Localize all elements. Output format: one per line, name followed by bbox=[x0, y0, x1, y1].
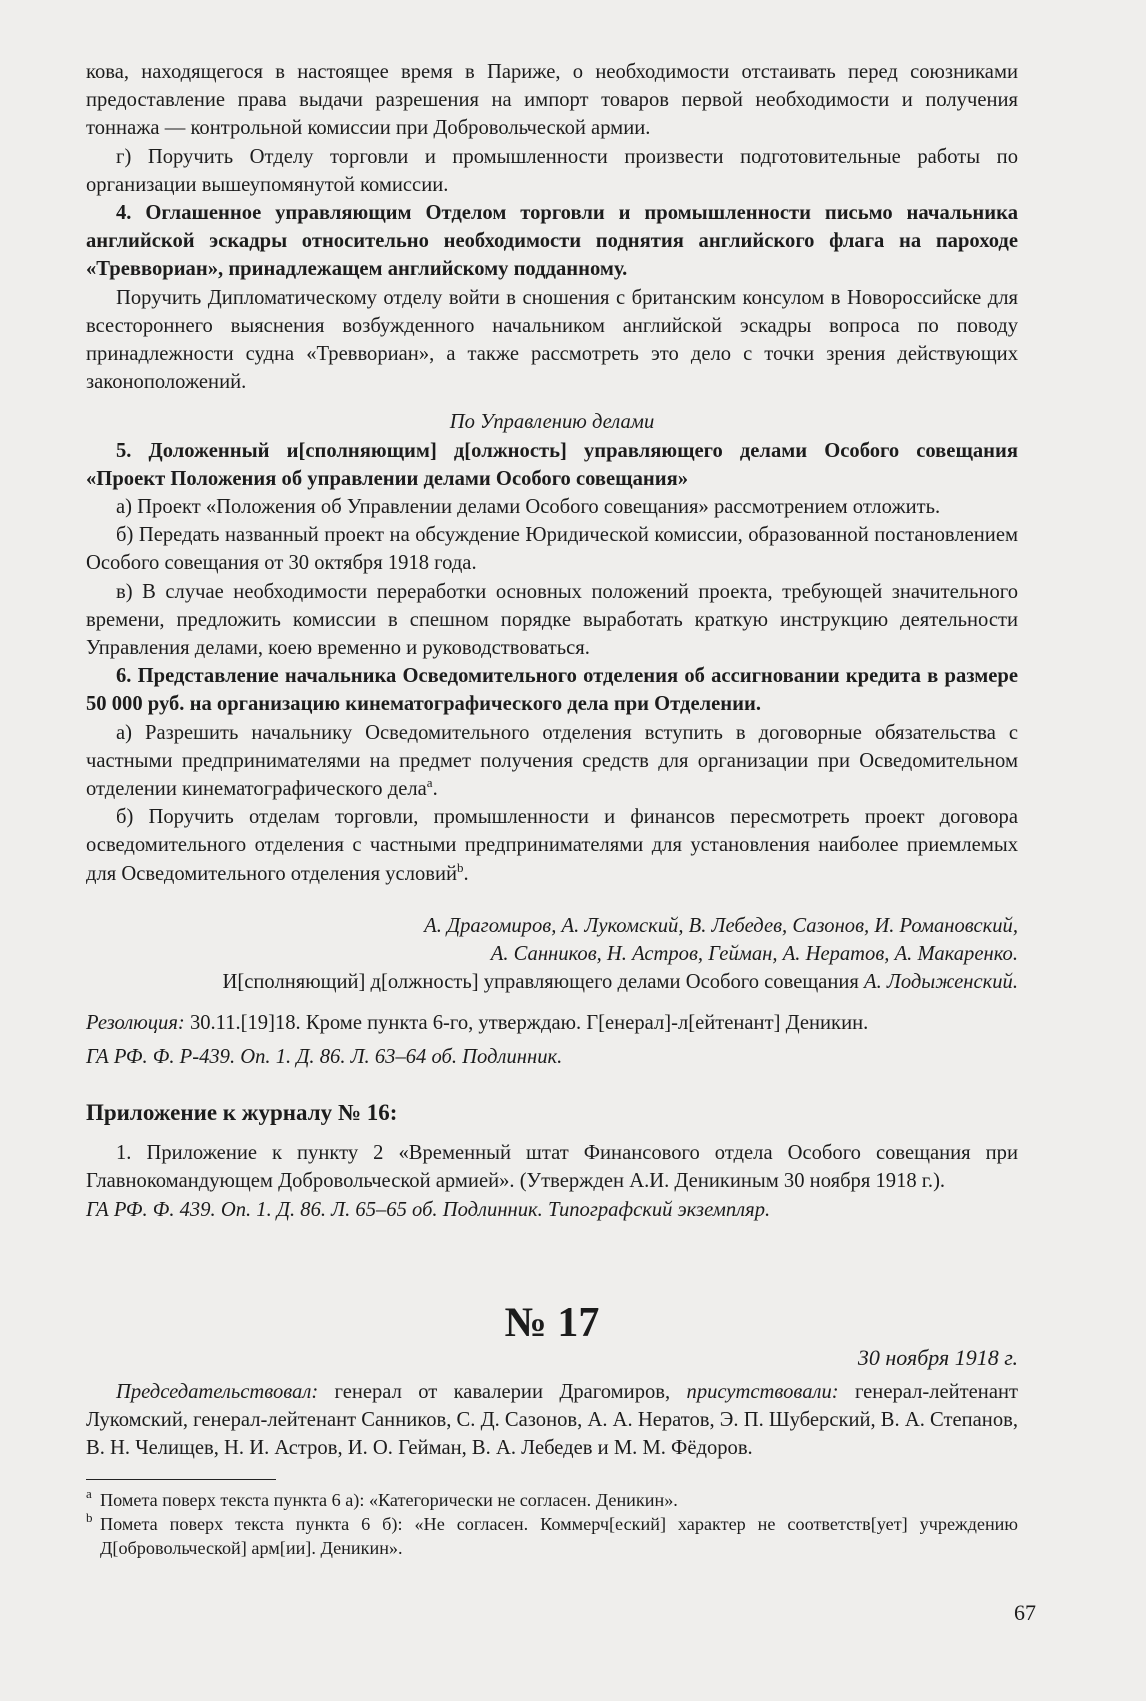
paragraph-g: г) Поручить Отделу торговли и промышленности произвести подготовительные работы по организации вышеупомянутой комиссии. bbox=[86, 145, 1018, 196]
resolution-label: Резолюция: bbox=[86, 1011, 185, 1034]
footnote-a-text: Помета поверх текста пункта 6 а): «Категорически не согласен. Деникин». bbox=[100, 1489, 678, 1510]
appendix-reference: ГА РФ. Ф. 439. Оп. 1. Д. 86. Л. 65–65 об. Подлинник. Типографский экземпляр. bbox=[86, 1198, 771, 1221]
resolution-text: 30.11.[19]18. Кроме пункта 6-го, утверждаю. Г[енерал]-л[ейтенант] Деникин. bbox=[189, 1011, 869, 1034]
item-6-a-text: а) Разрешить начальнику Осведомительного отделения вступить в договорные обязательства с частными предпринимателями на предмет получения средств для организации при Осведомительном отделении кинематографического дела bbox=[86, 721, 1018, 801]
page-number: 67 bbox=[1014, 1600, 1036, 1625]
appendix-title: Приложение к журналу № 16: bbox=[86, 1099, 398, 1125]
section-heading: По Управлению делами bbox=[449, 411, 655, 434]
item-4-body: Поручить Дипломатическому отделу войти в сношения с британским консулом в Новороссийске для всестороннего выяснения возбужденного начальником английской эскадры вопроса по поводу принадлежности судна «Треввориан», а также рассмотреть это дело с точки зрения действующих законоположений. bbox=[86, 286, 1018, 394]
item-6-a-end: . bbox=[432, 778, 438, 801]
footnote-ref-a: a bbox=[426, 775, 433, 791]
footnote-b-mark: b bbox=[86, 1509, 93, 1525]
footnote-a bbox=[86, 1485, 1018, 1512]
footnote-a-mark: a bbox=[86, 1485, 92, 1501]
footnote-ref-b: b bbox=[457, 859, 464, 875]
item-6-b-end: . bbox=[463, 862, 469, 885]
signatories-line-2: А. Санников, Н. Астров, Гейман, А. Нератов, А. Макаренко. bbox=[490, 943, 1018, 966]
item-4-title: 4. Оглашенное управляющим Отделом торговли и промышленности письмо начальника английской эскадры относительно необходимости поднятия английского флага на пароходе «Треввориан», принадлежащем английскому подданному. bbox=[86, 202, 1018, 281]
present-label: присутствовали: bbox=[686, 1380, 839, 1403]
item-5-title: 5. Доложенный и[сполняющим] д[олжность] управляющего делами Особого совещания «Проект Положения об управлении делами Особого совещания» bbox=[86, 439, 1018, 490]
footnote-b-text: Помета поверх текста пункта 6 б): «Не согласен. Коммерч[еский] характер не соответств[ует] учреждению Д[обровольческой] арм[ии]. Деникин». bbox=[100, 1513, 1018, 1558]
footnote-b bbox=[86, 1509, 1018, 1560]
acting-manager-role: И[сполняющий] д[олжность] управляющего делами Особого совещания bbox=[222, 971, 859, 994]
resolution bbox=[86, 1009, 1018, 1037]
chaired-label: Председательствовал: bbox=[116, 1380, 319, 1403]
footnote-divider bbox=[86, 1479, 276, 1480]
appendix-item: 1. Приложение к пункту 2 «Временный штат Финансового отдела Особого совещания при Главнокомандующем Добровольческой армией». (Утвержден А.И. Деникиным 30 ноября 1918 г.). bbox=[86, 1142, 1018, 1193]
chaired-text: генерал от кавалерии Драгомиров, bbox=[334, 1380, 671, 1403]
item-5-a: а) Проект «Положения об Управлении делами Особого совещания» рассмотрением отложить. bbox=[116, 496, 941, 519]
present-text: генерал-лейтенант Лукомский, генерал-лейтенант Санников, С. Д. Сазонов, А. А. Нератов, Э. П. Шуберский, В. А. Степанов, В. Н. Челищев, Н. И. Астров, И. О. Гейман, В. А. Лебедев и М. М. Фёдоров. bbox=[86, 1380, 1018, 1460]
acting-manager-signature bbox=[86, 968, 1018, 996]
item-6-a bbox=[86, 719, 1018, 804]
acting-manager-name: А. Лодыженский. bbox=[864, 971, 1018, 994]
document-date: 30 ноября 1918 г. bbox=[857, 1344, 1018, 1370]
archive-reference: ГА РФ. Ф. Р-439. Оп. 1. Д. 86. Л. 63–64 об. Подлинник. bbox=[86, 1045, 563, 1068]
item-6-title: 6. Представление начальника Осведомительного отделения об ассигновании кредита в размере 50 000 руб. на организацию кинематографического дела при Отделении. bbox=[86, 665, 1018, 716]
document-number: № 17 bbox=[504, 1299, 600, 1346]
main-text-column bbox=[86, 58, 1018, 1560]
item-5-c: в) В случае необходимости переработки основных положений проекта, требующей значительного времени, предложить комиссии в спешном порядке выработать краткую инструкцию деятельности Управления делами, коею временно и руководствоваться. bbox=[86, 580, 1018, 660]
attendance-paragraph bbox=[86, 1378, 1018, 1463]
signatories-line-1: А. Драгомиров, А. Лукомский, В. Лебедев, Сазонов, И. Романовский, bbox=[424, 914, 1018, 937]
intro-paragraph: кова, находящегося в настоящее время в Париже, о необходимости отстаивать перед союзниками предоставление права выдачи разрешения на импорт товаров первой необходимости и получения тоннажа — контрольной комиссии при Добровольческой армии. bbox=[86, 61, 1018, 140]
item-5-b: б) Передать названный проект на обсуждение Юридической комиссии, образованной постановлением Особого совещания от 30 октября 1918 года. bbox=[86, 524, 1018, 575]
item-6-b-text: б) Поручить отделам торговли, промышленности и финансов пересмотреть проект договора осведомительного отделения с частными предпринимателями для установления наиболее приемлемых для Осведомительного отделения условий bbox=[86, 806, 1018, 885]
item-6-b bbox=[86, 803, 1018, 888]
